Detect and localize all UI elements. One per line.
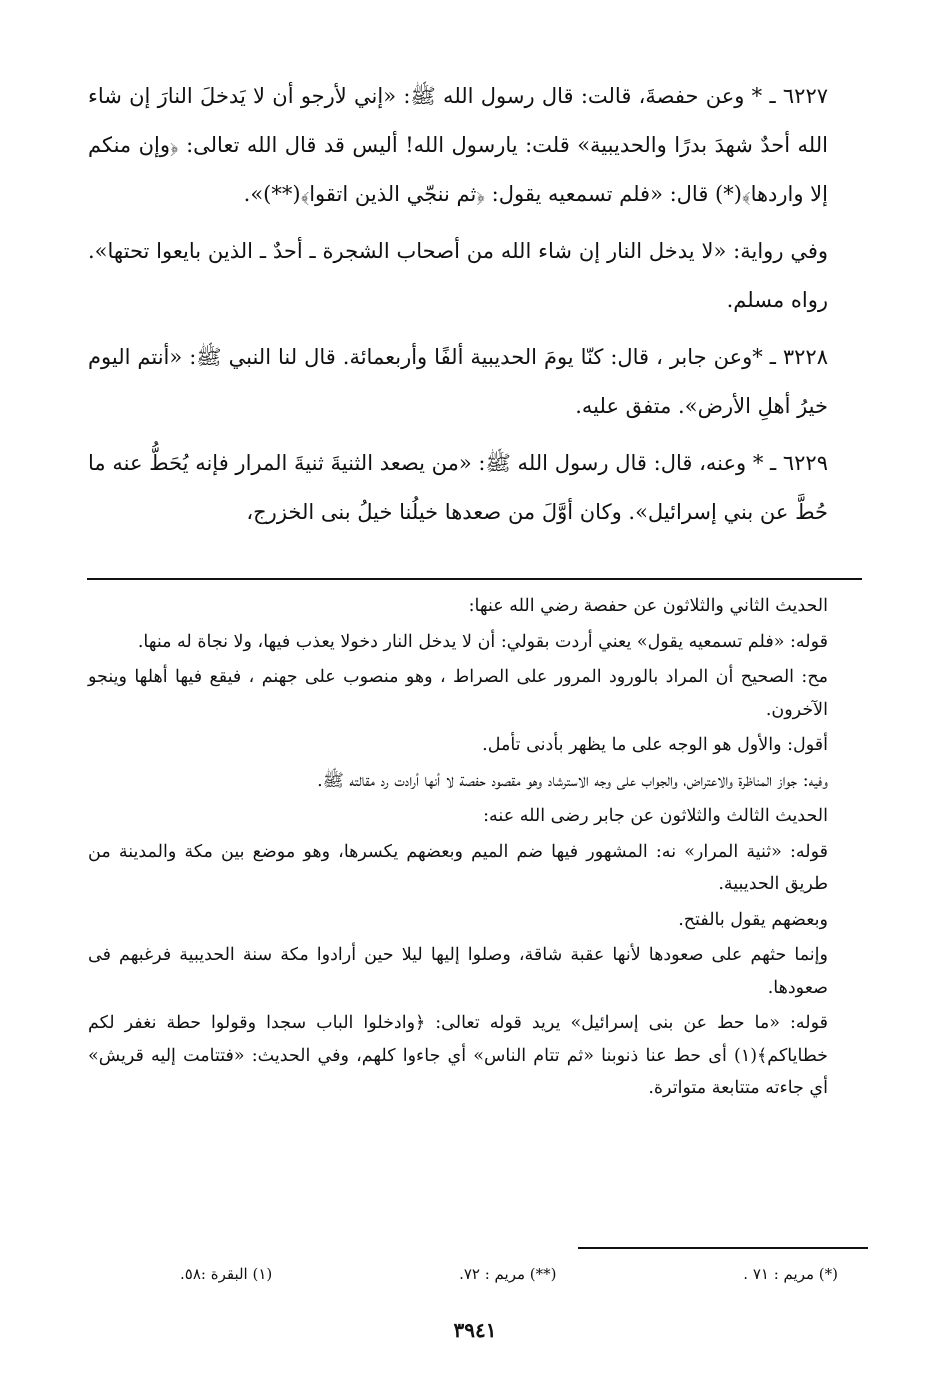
footnote: (*) مريم : ٧١ . bbox=[743, 1265, 838, 1283]
commentary-paragraph: قوله: «ثنية المرار» نه: المشهور فيها ضم الميم وبعضهم يكسرها، وهو موضع بين مكة والمدينة من طريق الحديبية. bbox=[88, 841, 828, 894]
hadith-paragraph: وفي رواية: «لا يدخل النار إن شاء الله من أصحاب الشجرة ـ أحدٌ ـ الذين بايعوا تحتها». رواه مسلم. bbox=[88, 239, 828, 312]
hadith-text bbox=[88, 72, 862, 545]
commentary-text bbox=[88, 590, 862, 1108]
page-number: ٣٩٤١ bbox=[453, 1318, 497, 1342]
hadith-paragraph: ٣٢٢٨ ـ *وعن جابر ، قال: كنّا يومَ الحديبية ألفًا وأربعمائة. قال لنا النبي ﷺ: «أنتم اليوم خيرُ أهلِ الأرض». متفق عليه. bbox=[88, 345, 828, 418]
commentary-heading: الحديث الثاني والثلاثون عن حفصة رضي الله عنها: bbox=[468, 596, 828, 616]
hadith-paragraph: ٦٢٢٧ ـ * وعن حفصةَ، قالت: قال رسول الله ﷺ: «إني لأرجو أن لا يَدخلَ النارَ إن شاء الله أحدٌ شهدَ بدرًا والحديبية» قلت: يارسول الله! أليس قد قال الله تعالى: ﴿وإن منكم إلا واردها﴾(*) قال: «فلم تسمعيه يقول: ﴿ثم ننجّي الذين اتقوا﴾(**)». bbox=[88, 84, 829, 206]
footnote: (١) البقرة :٥٨. bbox=[180, 1265, 273, 1283]
hadith-paragraph: ٦٢٢٩ ـ * وعنه، قال: قال رسول الله ﷺ: «من يصعد الثنيةَ ثنيةَ المرار فإنه يُحَطُّ عنه ما حُطَّ عن بني إسرائيل». وكان أوَّلَ من صعدها خيلُنا خيلُ بنى الخزرج، bbox=[88, 451, 828, 524]
commentary-paragraph: مح: الصحيح أن المراد بالورود المرور على الصراط ، وهو منصوب على جهنم ، فيقع فيها أهلها وينجو الآخرون. bbox=[88, 667, 828, 720]
commentary-paragraph: وبعضهم يقول بالفتح. bbox=[678, 909, 828, 930]
commentary-paragraph: أقول: والأول هو الوجه على ما يظهر بأدنى تأمل. bbox=[482, 735, 828, 755]
section-divider bbox=[87, 578, 862, 580]
footnote: (**) مريم : ٧٢. bbox=[459, 1265, 557, 1283]
commentary-paragraph: وإنما حثهم على صعودها لأنها عقبة شاقة، وصلوا إليها ليلا حين أرادوا مكة سنة الحديبية فرغبهم فى صعودها. bbox=[88, 945, 828, 998]
footnotes bbox=[180, 1265, 838, 1283]
commentary-paragraph: وفيه: جواز المناظرة والاعتراض، والجواب على وجه الاسترشاد وهو مقصود حفصة لا أنها أرادت رد مقالته ﷺ. bbox=[317, 770, 828, 791]
commentary-paragraph: قوله: «ما حط عن بنى إسرائيل» يريد قوله تعالى: ﴿وادخلوا الباب سجدا وقولوا حطة نغفر لكم خطاياكم﴾(١) أى حط عنا ذنوبنا «ثم تتام الناس» أي جاءوا كلهم، وفي الحديث: «فتتامت إليه قريش» أي جاءته متتابعة متواترة. bbox=[88, 1013, 828, 1098]
commentary-paragraph: قوله: «فلم تسمعيه يقول» يعني أردت بقولي: أن لا يدخل النار دخولا يعذب فيها، ولا نجاة له منها. bbox=[137, 631, 828, 652]
commentary-heading: الحديث الثالث والثلاثون عن جابر رضى الله عنه: bbox=[483, 806, 828, 826]
footnote-divider bbox=[578, 1247, 868, 1249]
